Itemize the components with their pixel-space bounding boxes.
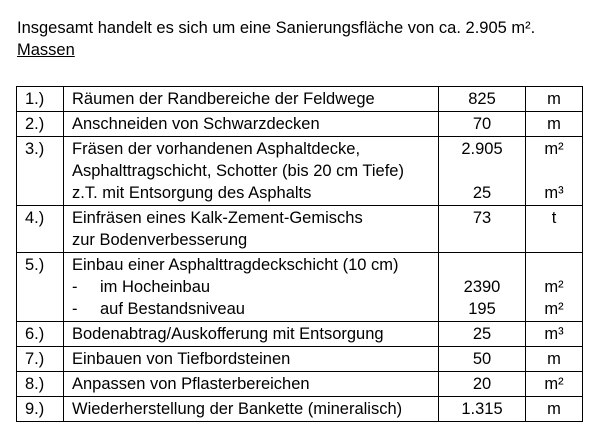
description-line: zur Bodenverbesserung	[72, 231, 248, 249]
table-row	[17, 322, 583, 347]
sub-item	[72, 276, 430, 298]
row-description	[64, 112, 439, 137]
row-unit: m	[526, 397, 583, 422]
row-quantity: 73	[439, 206, 526, 253]
description-line: Asphalttragschicht, Schotter (bis 20 cm Tiefe)	[72, 162, 404, 180]
intro-text: Insgesamt handelt es sich um eine Sanierungsfläche von ca. 2.905 m².	[17, 19, 536, 37]
row-unit: m	[526, 347, 583, 372]
sub-item-text: im Hocheinbau	[100, 278, 211, 296]
unit-value: m²	[544, 300, 564, 318]
sub-item	[72, 298, 430, 320]
description-line: Fräsen der vorhandenen Asphaltdecke,	[72, 140, 361, 158]
row-description	[64, 322, 439, 347]
quantity-value: 195	[468, 300, 496, 318]
description-line: Wiederherstellung der Bankette (mineralisch)	[72, 400, 403, 418]
row-number: 5.)	[17, 253, 64, 322]
row-quantity: 70	[439, 112, 526, 137]
row-number: 4.)	[17, 206, 64, 253]
row-quantity: 25	[439, 322, 526, 347]
table-row	[17, 137, 583, 206]
description-line: z.T. mit Entsorgung des Asphalts	[72, 184, 312, 202]
table-row	[17, 397, 583, 422]
quantity-value: 25	[472, 184, 492, 202]
description-line: Bodenabtrag/Auskofferung mit Entsorgung	[72, 325, 384, 343]
description-line: Anschneiden von Schwarzdecken	[72, 115, 320, 133]
description-line: Einbau einer Asphalttragdeckschicht (10 cm)	[72, 256, 399, 274]
row-number: 9.)	[17, 397, 64, 422]
masses-table	[16, 86, 583, 422]
table-row	[17, 206, 583, 253]
unit-value: m³	[544, 184, 564, 202]
table-row	[17, 87, 583, 112]
row-number: 8.)	[17, 372, 64, 397]
row-number: 2.)	[17, 112, 64, 137]
unit-value: m²	[544, 278, 564, 296]
table-row	[17, 372, 583, 397]
section-heading: Massen	[17, 41, 75, 59]
row-number: 7.)	[17, 347, 64, 372]
row-quantity: 20	[439, 372, 526, 397]
unit-value: m²	[544, 140, 564, 158]
row-description	[64, 206, 439, 253]
row-quantity: 50	[439, 347, 526, 372]
row-description	[64, 137, 439, 206]
row-number: 6.)	[17, 322, 64, 347]
row-description	[64, 397, 439, 422]
quantity-value: 2390	[463, 278, 501, 296]
row-number: 1.)	[17, 87, 64, 112]
table-row	[17, 347, 583, 372]
sub-item-dash: -	[72, 278, 78, 296]
row-unit	[526, 253, 583, 322]
table-row	[17, 112, 583, 137]
sub-item-dash: -	[72, 300, 78, 318]
row-description	[64, 372, 439, 397]
row-quantity: 825	[439, 87, 526, 112]
sub-item-text: auf Bestandsniveau	[100, 300, 245, 318]
row-unit: m²	[526, 372, 583, 397]
description-line: Einfräsen eines Kalk-Zement-Gemischs	[72, 209, 363, 227]
row-quantity	[439, 137, 526, 206]
row-unit: m	[526, 112, 583, 137]
row-unit: m³	[526, 322, 583, 347]
row-unit: m	[526, 87, 583, 112]
row-quantity	[439, 253, 526, 322]
quantity-value: 2.905	[461, 140, 503, 158]
table-row	[17, 253, 583, 322]
description-line: Anpassen von Pflasterbereichen	[72, 375, 310, 393]
description-line: Einbauen von Tiefbordsteinen	[72, 350, 291, 368]
row-number: 3.)	[17, 137, 64, 206]
row-quantity: 1.315	[439, 397, 526, 422]
row-description	[64, 347, 439, 372]
row-description	[64, 87, 439, 112]
description-line: Räumen der Randbereiche der Feldwege	[72, 90, 375, 108]
row-unit	[526, 137, 583, 206]
row-unit: t	[526, 206, 583, 253]
row-description	[64, 253, 439, 322]
